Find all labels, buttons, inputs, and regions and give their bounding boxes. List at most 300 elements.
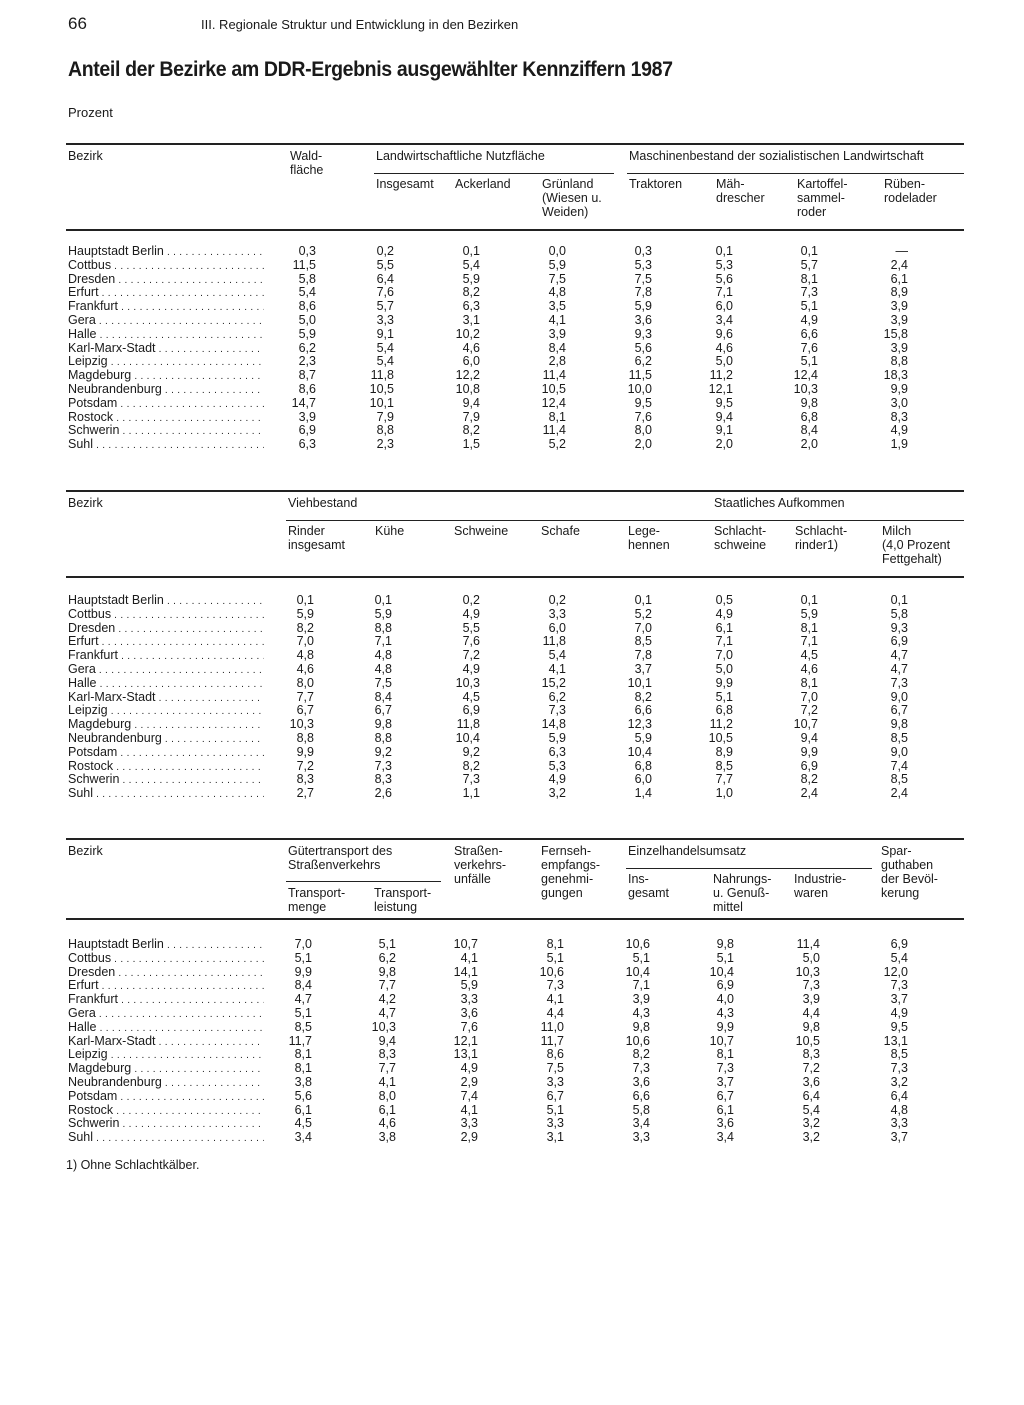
bezirk-header: Bezirk [68,844,103,858]
table-row [66,993,964,1007]
cell-value: 10,8 [455,381,480,396]
cell-value: 10,4 [709,964,734,979]
col-legehennen: Lege- hennen [628,524,670,552]
cell-value: 7,2 [802,1061,820,1076]
cell-value: 9,2 [462,744,480,759]
fernsehgenehmigungen-header: Fernseh- empfangs- genehmi- gungen [541,844,601,900]
bezirk-name: Potsdam . . . [68,397,264,412]
cell-value: 12,3 [627,717,652,732]
table-row [66,1076,964,1090]
cell-value: 14,8 [541,717,566,732]
cell-value: 7,3 [546,978,564,993]
cell-value: 0,5 [715,593,733,607]
cell-value: 6,0 [548,620,566,635]
cell-value: 8,3 [374,772,392,787]
cell-value: 6,7 [296,703,314,718]
cell-value: 3,9 [548,326,566,341]
maschinen-group-rule [627,173,964,174]
cell-value: 8,1 [800,620,818,635]
cell-value: 9,8 [800,395,818,410]
cell-value: 5,4 [802,1102,820,1117]
bezirk-name: Halle . . . [68,677,264,692]
cell-value: 3,6 [634,312,652,327]
cell-value: 10,3 [455,675,480,690]
cell-value: 0,2 [376,244,394,258]
col-industriewaren: Industrie- waren [794,872,847,900]
table-row [66,397,964,411]
cell-value: 5,0 [298,312,316,327]
cell-value: 3,9 [298,409,316,424]
cell-value: 3,7 [890,1130,908,1145]
cell-value: 4,6 [378,1116,396,1131]
cell-value: 3,6 [802,1074,820,1089]
cell-value: 3,9 [890,340,908,355]
cell-value: 1,0 [715,786,733,801]
table-row [66,1131,964,1145]
bezirk-name: Leipzig . . . [68,355,264,370]
cell-value: 7,0 [715,648,733,663]
cell-value: 5,1 [800,354,818,369]
table-row [66,383,964,397]
cell-value: 6,1 [378,1102,396,1117]
cell-value: 6,0 [715,299,733,314]
cell-value: 3,2 [802,1116,820,1131]
table-row [66,245,964,259]
cell-value: 5,0 [715,661,733,676]
cell-value: 7,3 [716,1061,734,1076]
cell-value: 9,8 [378,964,396,979]
bezirk-name: Magdeburg . . . [68,369,264,384]
cell-value: 4,6 [800,661,818,676]
cell-value: 8,6 [546,1047,564,1062]
cell-value: 6,9 [890,937,908,951]
cell-value: 5,9 [296,606,314,621]
cell-value: 7,3 [890,978,908,993]
cell-value: 6,3 [548,744,566,759]
cell-value: 5,9 [374,606,392,621]
cell-value: 11,2 [709,368,733,383]
cell-value: 5,9 [634,730,652,745]
staatliches-aufkommen-group-header: Staatliches Aufkommen [714,496,845,510]
bezirk-name: Dresden . . . [68,622,264,637]
cell-value: 7,7 [378,978,396,993]
cell-value: 7,0 [294,937,312,951]
table-row [66,635,964,649]
cell-value: 4,8 [374,648,392,663]
cell-value: 9,3 [890,620,908,635]
cell-value: 6,9 [890,634,908,649]
cell-value: 9,3 [634,326,652,341]
bezirk-header: Bezirk [68,149,103,163]
col-transportmenge: Transport- menge [288,886,346,914]
cell-value: 8,8 [296,730,314,745]
cell-value: 13,1 [453,1047,478,1062]
cell-value: 9,1 [376,326,394,341]
cell-value: 7,3 [462,772,480,787]
bezirk-name: Potsdam . . . [68,1090,264,1105]
col-traktoren: Traktoren [629,177,683,191]
sparguthaben-header: Spar- guthaben der Bevöl- kerung [881,844,938,900]
cell-value: 8,0 [296,675,314,690]
table-row [66,342,964,356]
cell-value: 3,3 [548,606,566,621]
cell-value: 10,5 [708,730,733,745]
cell-value: 7,1 [374,634,392,649]
cell-value: 12,1 [708,381,733,396]
cell-value: 6,3 [298,437,316,452]
cell-value: 9,4 [715,409,733,424]
cell-value: 11,8 [542,634,566,649]
cell-value: 10,5 [795,1033,820,1048]
cell-value: 8,2 [462,423,480,438]
cell-value: 3,1 [546,1130,564,1145]
cell-value: 12,1 [453,1033,478,1048]
cell-value: 5,1 [546,1102,564,1117]
bezirk-name: Neubrandenburg . . . [68,383,264,398]
cell-value: 8,4 [374,689,392,704]
table-body [66,594,964,801]
cell-value: 5,3 [715,257,733,272]
cell-value: 6,2 [634,354,652,369]
cell-value: 5,5 [376,257,394,272]
cell-value: 8,1 [800,675,818,690]
bezirk-name: Suhl . . . [68,787,264,802]
table-row [66,1048,964,1062]
table-top-rule [66,838,964,840]
viehbestand-group-header: Viehbestand [288,496,358,510]
cell-value: 3,6 [460,1005,478,1020]
bezirk-name: Halle . . . [68,1021,264,1036]
cell-value: 5,1 [294,1005,312,1020]
col-schlachtschweine: Schlacht- schweine [714,524,767,552]
running-head-title: III. Regionale Struktur und Entwicklung in den Bezirken [201,17,519,32]
cell-value: 11,4 [542,423,566,438]
cell-value: 9,6 [715,326,733,341]
cell-value: 8,1 [548,409,566,424]
cell-value: 10,6 [625,937,650,951]
table-row [66,286,964,300]
table-row [66,691,964,705]
cell-value: 5,6 [634,340,652,355]
cell-value: 7,6 [634,409,652,424]
cell-value: 3,2 [802,1130,820,1145]
cell-value: 6,2 [298,340,316,355]
cell-value: 10,1 [369,395,394,410]
cell-value: 0,1 [634,593,652,607]
cell-value: 2,0 [800,437,818,452]
table-landwirtschaft [66,143,964,461]
cell-value: 7,0 [800,689,818,704]
cell-value: 11,5 [292,257,316,272]
cell-value: 3,6 [716,1116,734,1131]
cell-value: 2,0 [715,437,733,452]
cell-value: 6,7 [374,703,392,718]
cell-value: 10,7 [709,1033,734,1048]
bezirk-name: Rostock . . . [68,760,264,775]
header-bottom-rule [66,229,964,231]
waldflaeche-header: Wald- fläche [290,149,324,177]
cell-value: 10,2 [455,326,480,341]
cell-value: 6,4 [802,1088,820,1103]
header-bottom-rule [66,918,964,920]
cell-value: 5,4 [548,648,566,663]
cell-value: 8,8 [374,730,392,745]
table-row [66,273,964,287]
cell-value: 5,7 [376,299,394,314]
cell-value: 8,0 [634,423,652,438]
cell-value: 2,6 [374,786,392,801]
cell-value: 9,8 [374,717,392,732]
cell-value: 10,3 [793,381,818,396]
col-maehdrescher: Mäh- drescher [716,177,765,205]
cell-value: 5,4 [890,950,908,965]
cell-value: 4,1 [460,1102,478,1117]
cell-value: 1,1 [462,786,480,801]
table-row [66,732,964,746]
guetertransport-group-header: Gütertransport des Straßenverkehrs [288,844,393,872]
cell-value: 6,6 [632,1088,650,1103]
col-schweine: Schweine [454,524,509,538]
cell-value: 12,0 [883,964,908,979]
cell-value: 9,9 [296,744,314,759]
cell-value: 4,9 [462,606,480,621]
cell-value: 8,2 [634,689,652,704]
cell-value: 7,3 [632,1061,650,1076]
bezirk-name: Neubrandenburg . . . [68,732,264,747]
col-schafe: Schafe [541,524,580,538]
cell-value: 9,9 [294,964,312,979]
table-row [66,773,964,787]
cell-value: 3,7 [716,1074,734,1089]
cell-value: 4,9 [548,772,566,787]
table-row [66,1021,964,1035]
cell-value: 7,8 [634,285,652,300]
cell-value: 8,4 [800,423,818,438]
einzelhandelsumsatz-group-header: Einzelhandelsumsatz [628,844,747,858]
table-top-rule [66,143,964,145]
guetertransport-group-rule [286,881,441,882]
cell-value: 5,3 [548,758,566,773]
cell-value: 10,4 [625,964,650,979]
cell-value: 6,1 [716,1102,734,1117]
cell-value: 0,1 [800,593,818,607]
cell-value: 6,4 [376,271,394,286]
cell-value: 8,5 [715,758,733,773]
bezirk-name: Karl-Marx-Stadt . . . [68,691,264,706]
bezirk-name: Erfurt . . . [68,286,264,301]
cell-value: 6,7 [546,1088,564,1103]
strassenverkehrsunfaelle-header: Straßen- verkehrs- unfälle [454,844,507,886]
table-row [66,259,964,273]
table-row [66,746,964,760]
cell-value: 7,6 [800,340,818,355]
cell-value: 4,4 [802,1005,820,1020]
cell-value: 7,3 [802,978,820,993]
cell-value: 5,5 [462,620,480,635]
cell-value: 7,2 [800,703,818,718]
cell-value: 5,8 [632,1102,650,1117]
cell-value: 6,9 [462,703,480,718]
cell-value: 1,4 [634,786,652,801]
einzelhandel-group-rule [626,868,872,869]
cell-value: 0,1 [374,593,392,607]
page-number: 66 [68,14,87,33]
cell-value: 9,4 [800,730,818,745]
cell-value: 3,0 [890,395,908,410]
cell-value: 4,3 [632,1005,650,1020]
cell-value: 3,3 [546,1116,564,1131]
bezirk-name: Leipzig . . . [68,704,264,719]
cell-value: 2,8 [548,354,566,369]
cell-value: 10,6 [625,1033,650,1048]
cell-value: 12,4 [793,368,818,383]
table-row [66,411,964,425]
cell-value: 10,3 [371,1019,396,1034]
bezirk-name: Cottbus . . . [68,608,264,623]
cell-value: 5,9 [634,299,652,314]
cell-value: 4,2 [378,992,396,1007]
cell-value: 11,2 [709,717,733,732]
cell-value: 7,1 [715,285,733,300]
cell-value: 3,3 [376,312,394,327]
cell-value: 5,9 [800,606,818,621]
bezirk-name: Cottbus . . . [68,259,264,274]
cell-value: 4,9 [890,1005,908,1020]
cell-value: 8,5 [294,1019,312,1034]
cell-value: 15,2 [541,675,566,690]
cell-value: 5,1 [715,689,733,704]
cell-value: 9,8 [890,717,908,732]
footnote: 1) Ohne Schlachtkälber. [66,1158,200,1172]
table-row [66,649,964,663]
cell-value: 3,4 [294,1130,312,1145]
cell-value: 8,2 [462,285,480,300]
cell-value: 9,4 [462,395,480,410]
cell-value: 4,8 [374,661,392,676]
table-row [66,1035,964,1049]
cell-value: 3,9 [632,992,650,1007]
bezirk-name: Hauptstadt Berlin . . . [68,245,264,260]
cell-value: 6,9 [800,758,818,773]
cell-value: 8,8 [374,620,392,635]
cell-value: 7,4 [890,758,908,773]
cell-value: 5,1 [378,937,396,951]
cell-value: 3,3 [546,1074,564,1089]
cell-value: 4,8 [296,648,314,663]
cell-value: 10,1 [627,675,652,690]
cell-value: 7,1 [715,634,733,649]
cell-value: 7,5 [548,271,566,286]
cell-value: 6,6 [800,326,818,341]
cell-value: 5,4 [376,354,394,369]
cell-value: 7,7 [378,1061,396,1076]
bezirk-name: Dresden . . . [68,966,264,981]
cell-value: 7,7 [715,772,733,787]
col-schlachtrinder: Schlacht- rinder1) [795,524,848,552]
bezirk-name: Erfurt . . . [68,635,264,650]
table-row [66,938,964,952]
cell-value: 11,7 [540,1033,564,1048]
cell-value: 9,5 [634,395,652,410]
cell-value: 5,9 [548,257,566,272]
cell-value: 2,9 [460,1130,478,1145]
cell-value: 4,1 [378,1074,396,1089]
cell-value: 3,9 [890,312,908,327]
cell-value: 11,8 [370,368,394,383]
cell-value: 3,7 [890,992,908,1007]
col-nahrungs-genussmittel: Nahrungs- u. Genuß- mittel [713,872,772,914]
cell-value: 5,2 [634,606,652,621]
table-top-rule [66,490,964,492]
cell-value: 9,8 [632,1019,650,1034]
cell-value: 4,1 [548,661,566,676]
cell-value: 7,9 [376,409,394,424]
bezirk-header: Bezirk [68,496,103,510]
cell-value: 4,9 [462,661,480,676]
cell-value: 7,8 [634,648,652,663]
cell-value: 7,2 [462,648,480,663]
cell-value: 5,0 [802,950,820,965]
bezirk-name: Frankfurt . . . [68,993,264,1008]
cell-value: 5,4 [462,257,480,272]
cell-value: 4,4 [546,1005,564,1020]
cell-value: 3,8 [378,1130,396,1145]
cell-value: 5,9 [298,326,316,341]
table-row [66,314,964,328]
cell-value: 12,4 [541,395,566,410]
cell-value: 5,2 [548,437,566,452]
cell-value: 9,9 [715,675,733,690]
cell-value: 9,0 [890,744,908,759]
cell-value: 8,5 [634,634,652,649]
cell-value: 5,8 [890,606,908,621]
cell-value: 10,6 [539,964,564,979]
cell-value: 14,1 [453,964,478,979]
bezirk-name: Rostock . . . [68,1104,264,1119]
cell-value: 5,1 [800,299,818,314]
cell-value: 6,0 [462,354,480,369]
cell-value: 5,1 [294,950,312,965]
cell-value: 10,5 [541,381,566,396]
cell-value: 6,8 [800,409,818,424]
col-kartoffelsammelroder: Kartoffel- sammel- roder [797,177,848,219]
table-row [66,718,964,732]
cell-value: 7,3 [890,1061,908,1076]
cell-value: 3,2 [548,786,566,801]
cell-value: 10,0 [627,381,652,396]
cell-value: 6,1 [715,620,733,635]
cell-value: 9,8 [716,937,734,951]
bezirk-name: Schwerin . . . [68,1117,264,1132]
cell-value: 4,5 [294,1116,312,1131]
cell-value: 2,4 [890,786,908,801]
cell-value: 11,4 [796,937,820,951]
cell-value: 6,1 [294,1102,312,1117]
cell-value: 6,8 [715,703,733,718]
cell-value: 9,8 [802,1019,820,1034]
cell-value: 10,5 [369,381,394,396]
cell-value: 2,4 [800,786,818,801]
cell-value: 5,6 [294,1088,312,1103]
cell-value: 10,3 [289,717,314,732]
cell-value: 18,3 [883,368,908,383]
cell-value: 6,2 [548,689,566,704]
cell-value: 3,9 [802,992,820,1007]
table-row [66,1090,964,1104]
table-row [66,1007,964,1021]
cell-value: 5,8 [298,271,316,286]
bezirk-name: Suhl . . . [68,438,264,453]
